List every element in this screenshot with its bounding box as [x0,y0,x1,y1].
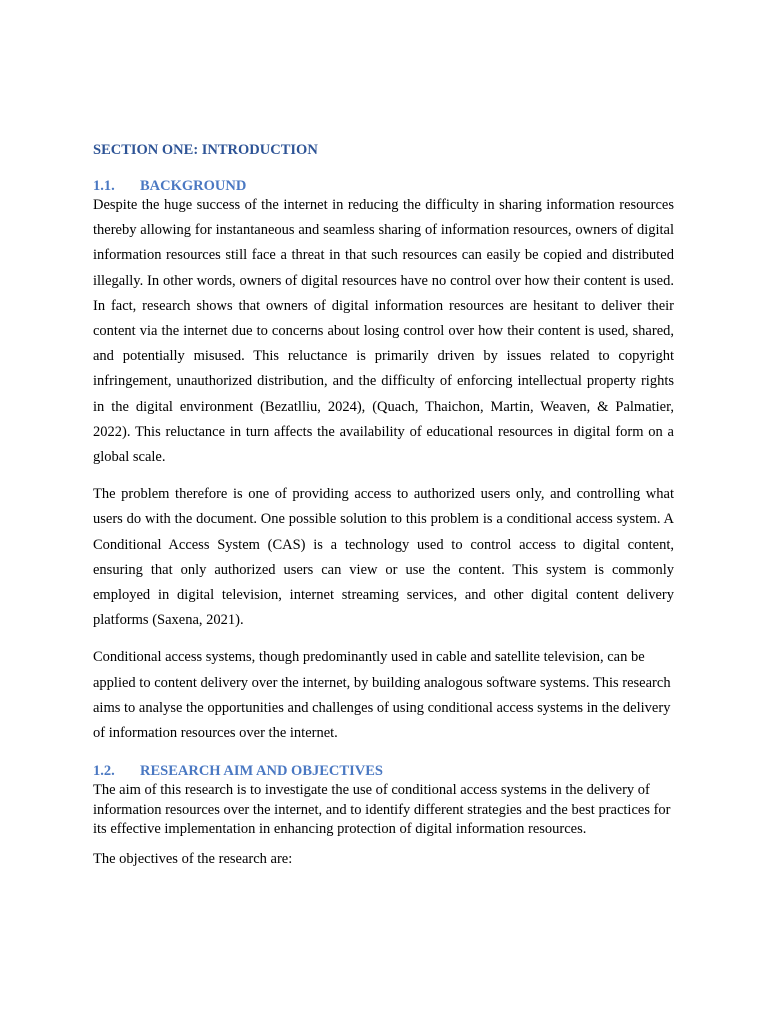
section-title: SECTION ONE: INTRODUCTION [93,142,318,158]
background-paragraph-1: Despite the huge success of the internet in reducing the difficulty in sharing information resources thereby allowing for instantaneous and seamless sharing of information resources, owners of digital information resources still face a threat in that such resources can easily be copied and distributed illegally. In other words, owners of digital resources have no control over how their content is used. In fact, research shows that owners of digital information resources are hesitant to deliver their content via the internet due to concerns about losing control over how their content is used, shared, and potentially misused. This reluctance is primarily driven by issues related to copyright infringement, unauthorized distribution, and the difficulty of enforcing intellectual property rights in the digital environment (Bezatlliu, 2024), (Quach, Thaichon, Martin, Weaven, & Palmatier, 2022). This reluctance in turn affects the availability of educational resources in digital form on a global scale. [93,197,674,466]
aim-heading [93,761,674,781]
background-paragraph-3: Conditional access systems, though predominantly used in cable and satellite television, can be applied to content delivery over the internet, by building analogous software systems. This research aims to analyse the opportunities and challenges of using conditional access systems in the delivery of information resources over the internet. [93,649,671,742]
aim-paragraph: The aim of this research is to investigate the use of conditional access systems in the delivery of information resources over the internet, and to identify different strategies and the best practices for its effective implementation in enhancing protection of digital information resources. [93,782,671,838]
objectives-intro: The objectives of the research are: [93,851,293,868]
aim-heading-text: RESEARCH AIM AND OBJECTIVES [140,763,383,780]
aim-heading-number: 1.2. [93,763,115,780]
background-paragraph-2: The problem therefore is one of providing access to authorized users only, and controlling what users do with the document. One possible solution to this problem is a conditional access system. A Conditional Access System (CAS) is a technology used to control access to digital content, ensuring that only authorized users can view or use the content. This system is commonly employed in digital television, internet streaming services, and other digital content delivery platforms (Saxena, 2021). [93,486,674,629]
background-heading-text: BACKGROUND [140,178,247,194]
document-page [93,139,674,870]
background-heading-number: 1.1. [93,178,115,194]
